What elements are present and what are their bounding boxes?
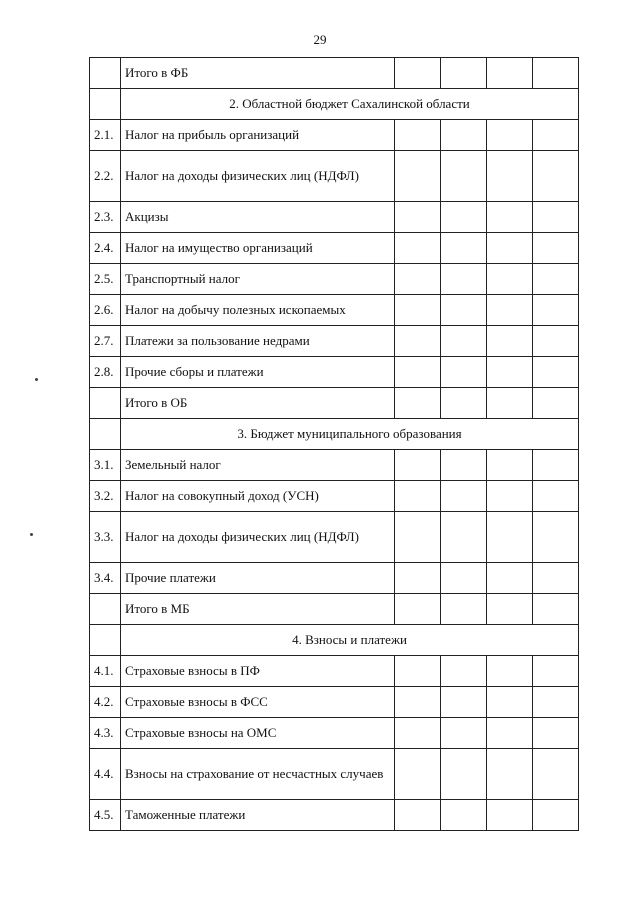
value-cell (441, 450, 487, 481)
value-cell (533, 326, 579, 357)
value-cell (487, 151, 533, 202)
value-cell (441, 656, 487, 687)
value-cell (533, 357, 579, 388)
value-cell (533, 151, 579, 202)
value-cell (395, 202, 441, 233)
row-number (90, 625, 121, 656)
value-cell (533, 687, 579, 718)
row-number (90, 58, 121, 89)
row-number: 2.4. (90, 233, 121, 264)
table-row (90, 563, 579, 594)
value-cell (395, 512, 441, 563)
value-cell (395, 594, 441, 625)
row-name: Налог на добычу полезных ископаемых (121, 295, 395, 326)
row-number: 2.8. (90, 357, 121, 388)
row-number: 2.1. (90, 120, 121, 151)
table-row (90, 594, 579, 625)
row-number: 4.4. (90, 749, 121, 800)
row-number: 4.2. (90, 687, 121, 718)
value-cell (533, 264, 579, 295)
value-cell (441, 594, 487, 625)
value-cell (395, 687, 441, 718)
table-row (90, 58, 579, 89)
value-cell (487, 388, 533, 419)
value-cell (487, 120, 533, 151)
value-cell (395, 749, 441, 800)
value-cell (487, 264, 533, 295)
section-row (90, 89, 579, 120)
value-cell (395, 800, 441, 831)
value-cell (395, 326, 441, 357)
value-cell (533, 656, 579, 687)
value-cell (487, 718, 533, 749)
value-cell (487, 512, 533, 563)
table-row (90, 749, 579, 800)
value-cell (487, 481, 533, 512)
value-cell (533, 58, 579, 89)
row-number: 3.4. (90, 563, 121, 594)
value-cell (441, 718, 487, 749)
value-cell (441, 512, 487, 563)
table-row (90, 120, 579, 151)
value-cell (533, 388, 579, 419)
table-row (90, 295, 579, 326)
value-cell (441, 233, 487, 264)
section-row (90, 625, 579, 656)
value-cell (395, 563, 441, 594)
value-cell (441, 481, 487, 512)
row-name: Итого в МБ (121, 594, 395, 625)
row-name: Страховые взносы в ФСС (121, 687, 395, 718)
value-cell (533, 749, 579, 800)
row-name: Акцизы (121, 202, 395, 233)
row-number: 2.7. (90, 326, 121, 357)
value-cell (487, 563, 533, 594)
value-cell (441, 749, 487, 800)
value-cell (487, 326, 533, 357)
value-cell (487, 202, 533, 233)
row-name: Страховые взносы на ОМС (121, 718, 395, 749)
value-cell (395, 58, 441, 89)
row-name: Итого в ФБ (121, 58, 395, 89)
value-cell (487, 687, 533, 718)
value-cell (441, 800, 487, 831)
value-cell (487, 594, 533, 625)
value-cell (395, 120, 441, 151)
value-cell (395, 656, 441, 687)
table-row (90, 512, 579, 563)
value-cell (441, 357, 487, 388)
row-name: Таможенные платежи (121, 800, 395, 831)
table-row (90, 357, 579, 388)
table-row (90, 264, 579, 295)
value-cell (533, 450, 579, 481)
value-cell (487, 58, 533, 89)
value-cell (533, 800, 579, 831)
section-title: 2. Областной бюджет Сахалинской области (121, 89, 579, 120)
row-number: 2.6. (90, 295, 121, 326)
value-cell (487, 800, 533, 831)
value-cell (395, 388, 441, 419)
row-number: 2.3. (90, 202, 121, 233)
row-name: Налог на доходы физических лиц (НДФЛ) (121, 512, 395, 563)
row-number: 4.1. (90, 656, 121, 687)
row-name: Прочие сборы и платежи (121, 357, 395, 388)
table-row (90, 800, 579, 831)
row-name: Платежи за пользование недрами (121, 326, 395, 357)
row-name: Налог на доходы физических лиц (НДФЛ) (121, 151, 395, 202)
table-row (90, 450, 579, 481)
value-cell (441, 202, 487, 233)
section-title: 4. Взносы и платежи (121, 625, 579, 656)
row-number: 2.2. (90, 151, 121, 202)
value-cell (395, 295, 441, 326)
value-cell (441, 326, 487, 357)
table-row (90, 481, 579, 512)
value-cell (487, 357, 533, 388)
row-name: Налог на имущество организаций (121, 233, 395, 264)
value-cell (441, 120, 487, 151)
value-cell (487, 450, 533, 481)
value-cell (395, 264, 441, 295)
row-name: Прочие платежи (121, 563, 395, 594)
row-number (90, 388, 121, 419)
value-cell (533, 120, 579, 151)
value-cell (395, 481, 441, 512)
row-number: 4.5. (90, 800, 121, 831)
value-cell (395, 151, 441, 202)
row-name: Транспортный налог (121, 264, 395, 295)
value-cell (395, 450, 441, 481)
table-row (90, 202, 579, 233)
table-row (90, 687, 579, 718)
section-row (90, 419, 579, 450)
value-cell (487, 656, 533, 687)
row-name: Налог на совокупный доход (УСН) (121, 481, 395, 512)
value-cell (395, 718, 441, 749)
row-number (90, 89, 121, 120)
table-row (90, 656, 579, 687)
value-cell (533, 202, 579, 233)
value-cell (487, 233, 533, 264)
row-number (90, 419, 121, 450)
value-cell (533, 481, 579, 512)
value-cell (441, 264, 487, 295)
table-row (90, 151, 579, 202)
row-number: 2.5. (90, 264, 121, 295)
row-name: Страховые взносы в ПФ (121, 656, 395, 687)
scan-speck (35, 378, 38, 381)
value-cell (533, 295, 579, 326)
value-cell (395, 357, 441, 388)
row-name: Земельный налог (121, 450, 395, 481)
row-number (90, 594, 121, 625)
row-number: 3.2. (90, 481, 121, 512)
table-row (90, 388, 579, 419)
value-cell (441, 687, 487, 718)
value-cell (533, 563, 579, 594)
value-cell (441, 151, 487, 202)
row-number: 3.1. (90, 450, 121, 481)
table-row (90, 233, 579, 264)
scan-speck (30, 533, 33, 536)
value-cell (533, 233, 579, 264)
value-cell (441, 58, 487, 89)
row-number: 4.3. (90, 718, 121, 749)
row-name: Взносы на страхование от несчастных случаев (121, 749, 395, 800)
value-cell (441, 295, 487, 326)
value-cell (441, 563, 487, 594)
value-cell (395, 233, 441, 264)
value-cell (533, 718, 579, 749)
row-name: Итого в ОБ (121, 388, 395, 419)
row-number: 3.3. (90, 512, 121, 563)
value-cell (441, 388, 487, 419)
table-row (90, 718, 579, 749)
page-number: 29 (313, 32, 327, 47)
table-row (90, 326, 579, 357)
tax-table (89, 57, 579, 831)
value-cell (487, 749, 533, 800)
value-cell (487, 295, 533, 326)
value-cell (533, 512, 579, 563)
section-title: 3. Бюджет муниципального образования (121, 419, 579, 450)
row-name: Налог на прибыль организаций (121, 120, 395, 151)
value-cell (533, 594, 579, 625)
